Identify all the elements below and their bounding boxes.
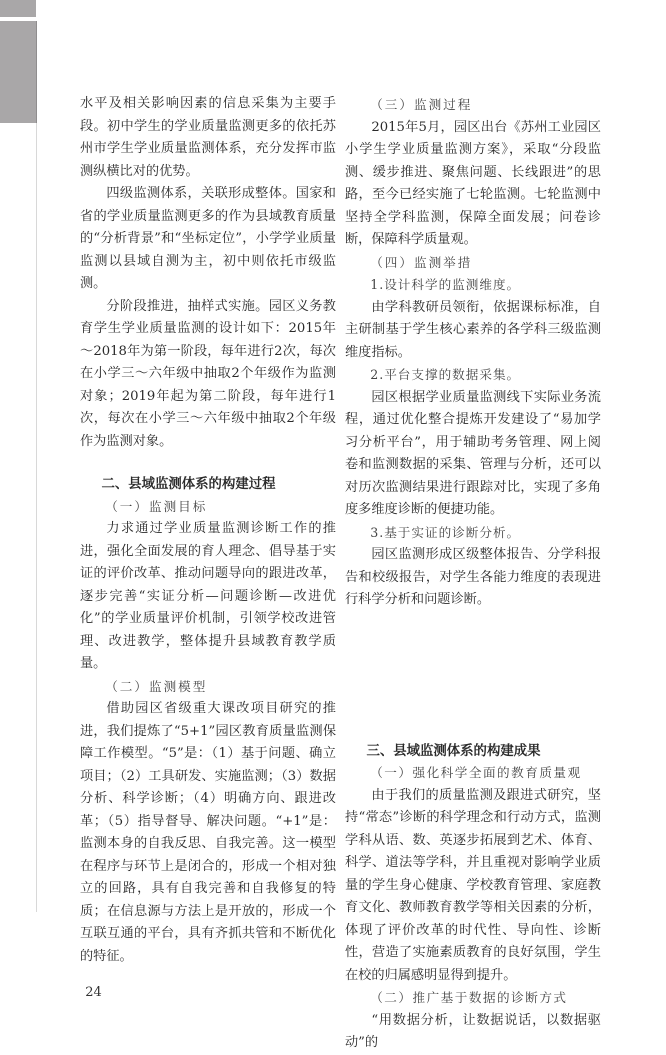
paragraph: 由学科教研员领衔，依据课标标准，自主研制基于学生核心素养的各学科三级监测维度指标。 — [345, 299, 601, 360]
subsection-heading: （二）监测模型 — [105, 678, 208, 694]
paragraph: 四级监测体系，关联形成整体。国家和省的学业质量监测更多的作为县域教育质量的“分析背景”和“坐标定位”，小学学业质量监测以县域自测为主，初中则依托市级监测。 — [80, 186, 336, 291]
subsection-heading: （一）监测目标 — [105, 498, 208, 514]
item-heading: 3.基于实证的诊断分析。 — [370, 524, 521, 540]
paragraph: 分阶段推进，抽样式实施。园区义务教育学生学业质量监测的设计如下：2015年～2018年为第一阶段，每年进行2次，每次在小学三～六年级中抽取2个年级作为监测对象；2019年起为第二阶段，每年进行1次，每次在小学三～六年级中抽取2个年级作为监测对象。 — [80, 298, 336, 449]
paragraph: 园区根据学业质量监测线下实际业务流程，通过优化整合提炼开发建设了“易加学习分析平台”，用于辅助考务管理、网上阅卷和监测数据的采集、管理与分析，还可以对历次监测结果进行跟踪对比，实现了多角度多维度诊断的便捷功能。 — [345, 389, 601, 517]
paragraph: 由于我们的质量监测及跟进式研究，坚持“常态”诊断的科学理念和行动方式，监测学科从语、数、英逐步拓展到艺术、体育、科学、道法等学科，并且重视对影响学业质量的学生身心健康、学校教育管理、家庭教育文化、教师教育教学等相关因素的分析，体现了评价改革的时代性、导向性、诊断性，营造了实施素质教育的良好氛围，学生在校的归属感明显得到提升。 — [345, 787, 601, 983]
subsection-heading: （二）推广基于数据的诊断方式 — [370, 990, 568, 1005]
paragraph: 2015年5月，园区出台《苏州工业园区小学生学业质量监测方案》，采取“分段监测、缓步推进、聚焦问题、长线跟进”的思路，至今已经实施了七轮监测。七轮监测中坚持全学科监测，保障全面发展；问卷诊断，保障科学质量观。 — [345, 119, 601, 247]
right-column — [345, 94, 601, 1055]
paragraph: “用数据分析，让数据说话，以数据驱动”的 — [345, 1012, 601, 1050]
margin-tab — [0, 21, 37, 123]
paragraph: 园区监测形成区级整体报告、分学科报告和校级报告，对学生各能力维度的表现进行科学分析和问题诊断。 — [345, 547, 601, 607]
paragraph: 借助园区省级重大课改项目研究的推进，我们提炼了“5+1”园区教育质量监测保障工作模型。“5”是：（1）基于问题、确立项目；（2）工具研发、实施监测；（3）数据分析、科学诊断；（4）明确方向、跟进改革；（5）指导督导、解决问题。“+1”是：监测本身的自我反思、自我完善。这一模型在程序与环节上是闭合的，形成一个相对独立的回路，具有自我完善和自我修复的特质；在信息源与方法上是开放的，形成一个互联互通的平台，具有齐抓共管和不断优化的特征。 — [80, 701, 336, 964]
item-heading: 1.设计科学的监测维度。 — [370, 277, 521, 292]
left-column — [80, 93, 336, 1005]
section-heading: 二、县域监测体系的构建过程 — [101, 476, 276, 492]
margin-rule — [36, 123, 37, 912]
subsection-heading: （一）强化科学全面的教育质量观 — [370, 765, 582, 780]
margin-tab-top — [0, 0, 36, 17]
paragraph: 水平及相关影响因素的信息采集为主要手段。初中学生的学业质量监测更多的依托苏州市学生学业质量监测体系，充分发挥市监测纵横比对的优势。 — [80, 96, 336, 179]
page-number: 24 — [85, 985, 102, 1000]
right-column-section3 — [345, 740, 601, 1055]
item-heading: 2.平台支撑的数据采集。 — [370, 367, 521, 382]
paragraph: 力求通过学业质量监测诊断工作的推进，强化全面发展的育人理念、倡导基于实证的评价改革、推动问题导向的跟进改革，逐步完善“实证分析—问题诊断—改进优化”的学业质量评价机制，引领学校改进管理、改进教学，整体提升县域教育教学质量。 — [80, 521, 336, 671]
subsection-heading: （四）监测举措 — [370, 254, 473, 270]
subsection-heading: （三）监测过程 — [370, 97, 473, 112]
section-heading: 三、县域监测体系的构建成果 — [366, 742, 541, 759]
